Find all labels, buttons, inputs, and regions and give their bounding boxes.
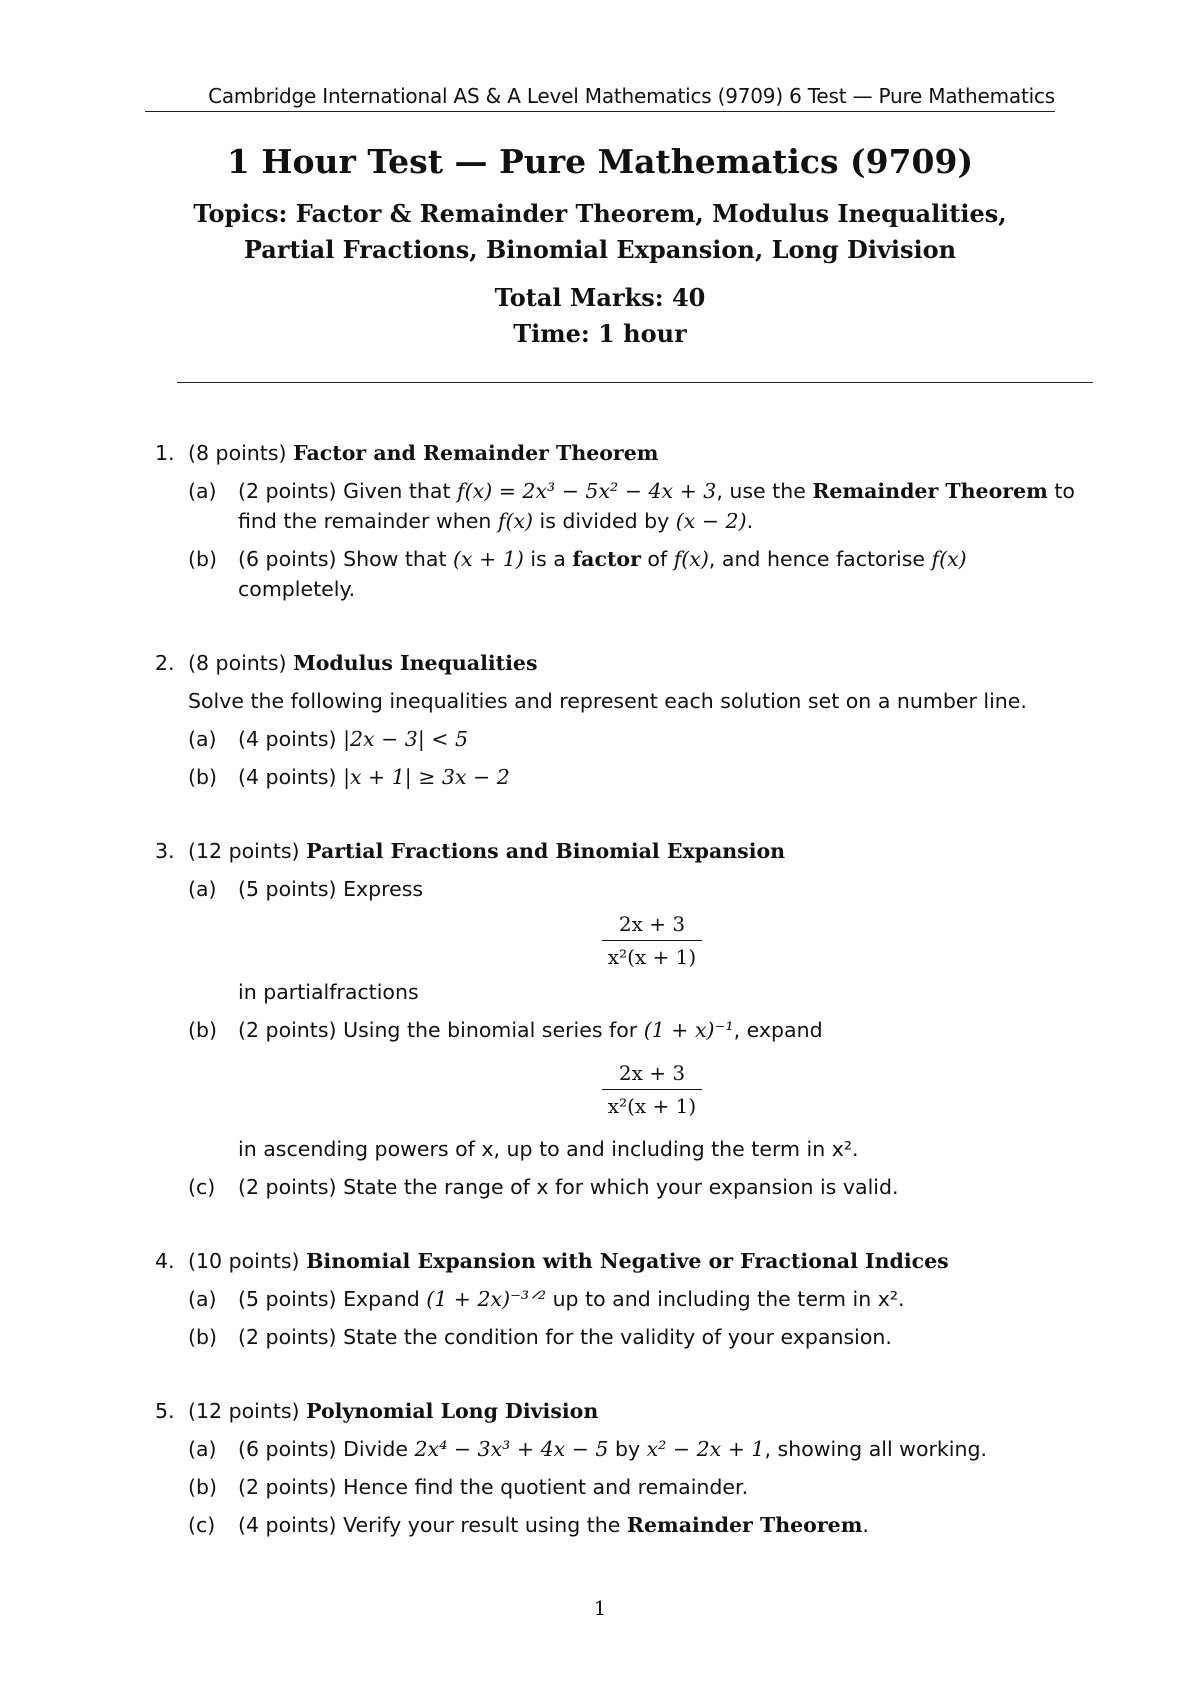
part-text: , showing all working. [764,1437,988,1461]
part-points: (4 points) [238,1513,337,1537]
part-label: (c) [188,1175,216,1199]
fraction-denominator: x²(x + 1) [607,945,697,969]
question-5 [155,1396,1085,1540]
question-3-part-c [188,1172,1085,1202]
part-points: (2 points) [238,479,337,503]
question-points: (10 points) [188,1249,300,1273]
question-2 [155,648,1085,792]
part-label: (a) [188,727,217,751]
part-text: State the range of x for which your expansion is valid. [343,1175,899,1199]
question-heading [188,1396,1085,1426]
question-heading [188,438,1085,468]
math-expression: (x + 1) [453,547,524,571]
part-label: (b) [188,1325,218,1349]
part-text: , and hence factorise [708,547,932,571]
question-title: Binomial Expansion with Negative or Fractional Indices [306,1249,949,1273]
part-text: by [608,1437,647,1461]
part-points: (5 points) [238,1287,337,1311]
part-points: (5 points) [238,877,337,901]
bold-term: Remainder Theorem [812,479,1048,503]
part-points: (6 points) [238,547,337,571]
part-text: Using the binomial series for [343,1018,644,1042]
question-1 [155,438,1085,604]
question-title: Partial Fractions and Binomial Expansion [306,839,786,863]
question-1-part-b [188,544,1085,604]
part-points: (2 points) [238,1475,337,1499]
running-header: Cambridge International AS & A Level Mathematics (9709) 6 Test — Pure Mathematics [145,84,1055,112]
part-label: (a) [188,479,217,503]
question-points: (8 points) [188,651,287,675]
math-expression: f(x) = 2x³ − 5x² − 4x + 3 [457,479,717,503]
part-label: (b) [188,1475,218,1499]
part-points: (6 points) [238,1437,337,1461]
math-expression: |x + 1| ≥ 3x − 2 [343,765,510,789]
question-points: (12 points) [188,839,300,863]
fraction-denominator: x²(x + 1) [607,1094,697,1118]
part-points: (2 points) [238,1175,337,1199]
math-expression: f(x) [931,547,967,571]
part-label: (b) [188,547,218,571]
part-text: in ascending powers of x, up to and including the term in x². [238,1137,859,1161]
question-5-part-b [188,1472,1085,1502]
part-label: (b) [188,765,218,789]
math-expression: f(x) [673,547,709,571]
question-title: Modulus Inequalities [293,651,538,675]
topics [0,196,1200,268]
math-expression: (x − 2) [675,509,747,533]
page-title: 1 Hour Test — Pure Mathematics (9709) [226,142,974,181]
part-text: Express [343,877,424,901]
part-text: Show that [343,547,454,571]
question-heading [188,648,1085,678]
math-expression: (1 + 2x)⁻³ᐟ² [426,1287,547,1311]
question-points: (12 points) [188,1399,300,1423]
question-5-part-c [188,1510,1085,1540]
math-expression: f(x) [497,509,534,533]
part-text: is a [523,547,573,571]
part-text: , expand [733,1018,823,1042]
question-heading [188,836,1085,866]
part-label: (a) [188,1437,217,1461]
question-points: (8 points) [188,441,287,465]
question-2-part-a [188,724,1085,754]
topics-line-2: Partial Fractions, Binomial Expansion, Long Division [243,235,957,264]
question-3-part-b [188,1015,1085,1164]
marks-info [0,280,1200,352]
part-label: (a) [188,877,217,901]
math-expression: (1 + x)⁻¹ [643,1018,734,1042]
time-allowed: Time: 1 hour [513,319,687,348]
math-expression: |2x − 3| < 5 [343,727,468,751]
bold-term: Remainder Theorem [626,1513,863,1537]
part-text: completely. [238,577,356,601]
question-title: Factor and Remainder Theorem [293,441,659,465]
math-expression: x² − 2x + 1 [646,1437,765,1461]
question-number: 5. [155,1399,175,1423]
part-text: of [640,547,674,571]
fraction [602,910,702,971]
question-5-part-a [188,1434,1085,1464]
question-number: 3. [155,839,175,863]
part-text: is divided by [533,509,676,533]
part-text: up to and including the term in x². [546,1287,905,1311]
fraction-numerator: 2x + 3 [602,1059,702,1090]
question-title: Polynomial Long Division [306,1399,599,1423]
part-text: Given that [343,479,458,503]
part-text: Hence find the quotient and remainder. [343,1475,749,1499]
question-number: 1. [155,441,175,465]
part-text: to find the remainder when [238,479,1075,533]
math-expression: 2x⁴ − 3x³ + 4x − 5 [414,1437,609,1461]
bold-term: factor [572,547,641,571]
part-text: Expand [343,1287,427,1311]
part-points: (2 points) [238,1018,337,1042]
part-text: Verify your result using the [343,1513,627,1537]
part-text: . [862,1513,869,1537]
question-3-part-a [188,874,1085,1007]
part-label: (a) [188,1287,217,1311]
question-3 [155,836,1085,1202]
part-text: in partialfractions [238,980,419,1004]
question-heading [188,1246,1085,1276]
part-text: Divide [343,1437,415,1461]
question-4-part-a [188,1284,1085,1314]
part-points: (4 points) [238,727,337,751]
question-2-part-b [188,762,1085,792]
fraction [602,1059,702,1120]
page-number: 1 [593,1596,607,1620]
title-block [0,138,1200,352]
total-marks: Total Marks: 40 [494,283,706,312]
part-text: . [746,509,754,533]
part-label: (b) [188,1018,218,1042]
part-text: , use the [716,479,813,503]
question-list [155,438,1085,1584]
part-label: (c) [188,1513,216,1537]
horizontal-rule [177,382,1093,383]
topics-line-1: Topics: Factor & Remainder Theorem, Modulus Inequalities, [193,199,1007,228]
question-4 [155,1246,1085,1352]
part-points: (2 points) [238,1325,337,1349]
question-instruction: Solve the following inequalities and represent each solution set on a number line. [188,689,1027,713]
fraction-numerator: 2x + 3 [602,910,702,941]
question-number: 4. [155,1249,175,1273]
part-text: State the condition for the validity of your expansion. [343,1325,892,1349]
question-1-part-a [188,476,1085,536]
question-number: 2. [155,651,175,675]
part-points: (4 points) [238,765,337,789]
question-4-part-b [188,1322,1085,1352]
